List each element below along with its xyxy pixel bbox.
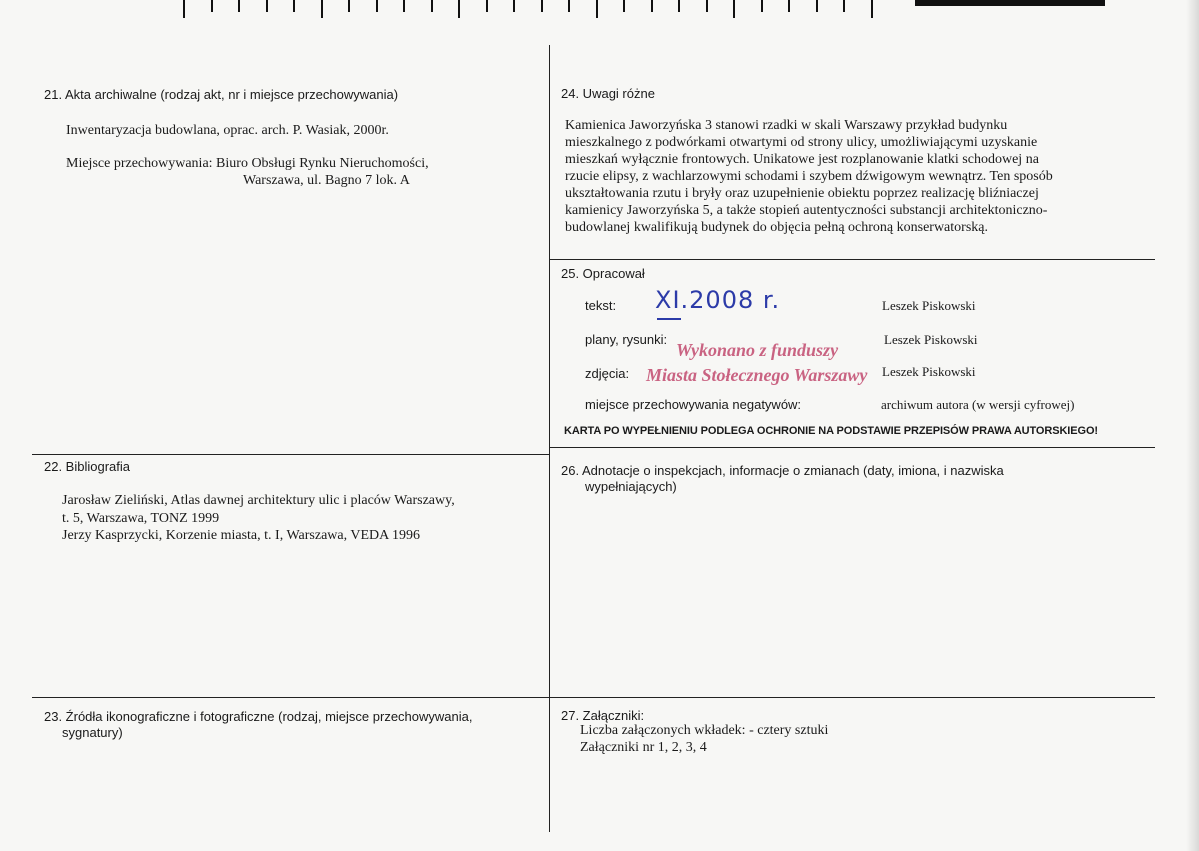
row-key-tekst: tekst: [585, 298, 617, 313]
top-tick-mark [376, 0, 378, 12]
top-tick-mark [596, 0, 598, 18]
top-tick-mark [541, 0, 543, 12]
section-24-label: 24. Uwagi różne [561, 86, 655, 101]
scan-edge-shadow [1186, 0, 1199, 851]
handwritten-date: XI.2008 r. [655, 286, 781, 314]
section-23-label-line1: 23. Źródła ikonograficzne i fotograficzne (rodzaj, miejsce przechowywania, [44, 709, 473, 724]
section-23-label-line2: sygnatury) [62, 725, 123, 740]
row-value-tekst: Leszek Piskowski [882, 298, 976, 313]
top-tick-mark [183, 0, 185, 18]
top-tick-mark [788, 0, 790, 12]
section-22-line3: Jerzy Kasprzycki, Korzenie miasta, t. I, Warszawa, VEDA 1996 [62, 528, 420, 543]
row-value-plany: Leszek Piskowski [884, 332, 978, 347]
top-right-redacted-header [915, 0, 1105, 6]
top-tick-mark [266, 0, 268, 12]
copyright-notice: KARTA PO WYPEŁNIENIU PODLEGA OCHRONIE NA PODSTAWIE PRZEPISÓW PRAWA AUTORSKIEGO! [564, 425, 1098, 437]
top-tick-mark [348, 0, 350, 12]
divider-21-22 [32, 454, 549, 455]
divider-lower-rows [32, 697, 1155, 698]
section-26-label-line1: 26. Adnotacje o inspekcjach, informacje o zmianach (daty, imiona, i nazwiska [561, 463, 1004, 478]
divider-25-26 [549, 447, 1155, 448]
top-tick-mark [513, 0, 515, 12]
top-tick-mark [843, 0, 845, 12]
top-tick-mark [321, 0, 323, 18]
section-21-label: 21. Akta archiwalne (rodzaj akt, nr i miejsce przechowywania) [44, 87, 399, 102]
top-tick-mark [623, 0, 625, 12]
top-tick-mark [211, 0, 213, 12]
top-tick-mark [651, 0, 653, 12]
section-22-line2: t. 5, Warszawa, TONZ 1999 [62, 511, 220, 526]
handwritten-underline [657, 318, 681, 320]
top-tick-mark [486, 0, 488, 12]
section-24-line: budowlanej kwalifikują budynek do objęcia pełną ochroną konserwatorską. [565, 220, 988, 235]
top-tick-mark [238, 0, 240, 12]
section-25-label: 25. Opracował [561, 266, 645, 281]
top-tick-mark [431, 0, 433, 12]
row-value-negatywy: archiwum autora (w wersji cyfrowej) [881, 397, 1075, 412]
center-divider [549, 45, 550, 832]
section-21-line3: Warszawa, ul. Bagno 7 lok. A [243, 173, 410, 188]
top-tick-mark [458, 0, 460, 18]
row-key-negatywy: miejsce przechowywania negatywów: [585, 397, 802, 412]
section-27-label: 27. Załączniki: [561, 708, 645, 723]
row-key-zdjecia: zdjęcia: [585, 366, 630, 381]
section-24-line: kamienicy Jaworzyńska 5, a także stopień autentyczności substancji architektoniczno- [565, 203, 1048, 218]
section-22-line1: Jarosław Zieliński, Atlas dawnej architektury ulic i placów Warszawy, [62, 493, 455, 508]
top-tick-mark [761, 0, 763, 12]
section-21-line1: Inwentaryzacja budowlana, oprac. arch. P. Wasiak, 2000r. [66, 123, 389, 138]
section-24-line: rzucie elipsy, z wachlarzowymi schodami i szybem dźwigowym wewnątrz. Ten sposób [565, 169, 1053, 184]
top-tick-band [0, 0, 900, 18]
divider-24-25 [549, 259, 1155, 260]
section-24-line: Kamienica Jaworzyńska 3 stanowi rzadki w skali Warszawy przykład budynku [565, 118, 1008, 133]
top-tick-mark [733, 0, 735, 18]
top-tick-mark [871, 0, 873, 18]
section-24-line: ukształtowania rzutu i bryły oraz uzupełnienie obiektu poprzez realizację bliźniaczej [565, 186, 1039, 201]
section-26-label-line2: wypełniających) [585, 479, 677, 494]
top-tick-mark [678, 0, 680, 12]
section-27-line1: Liczba załączonych wkładek: - cztery sztuki [580, 723, 829, 738]
row-key-plany: plany, rysunki: [585, 332, 668, 347]
top-tick-mark [568, 0, 570, 12]
section-21-line2: Miejsce przechowywania: Biuro Obsługi Rynku Nieruchomości, [66, 156, 429, 171]
section-22-label: 22. Bibliografia [44, 459, 130, 474]
top-tick-mark [293, 0, 295, 12]
section-24-line: mieszkalnego z podwórkami otwartymi od strony ulicy, umożliwiającymi uzyskanie [565, 135, 1038, 150]
top-tick-mark [816, 0, 818, 12]
section-24-line: mieszkań wyłącznie frontowych. Unikatowe jest rozplanowanie klatki schodowej na [565, 152, 1039, 167]
section-27-line2: Załączniki nr 1, 2, 3, 4 [580, 740, 707, 755]
top-tick-mark [403, 0, 405, 12]
row-value-zdjecia: Leszek Piskowski [882, 364, 976, 379]
funding-stamp-line1: Wykonano z funduszy [676, 340, 839, 360]
funding-stamp-line2: Miasta Stołecznego Warszawy [646, 365, 868, 385]
top-tick-mark [706, 0, 708, 12]
section-24-body [565, 117, 1109, 236]
